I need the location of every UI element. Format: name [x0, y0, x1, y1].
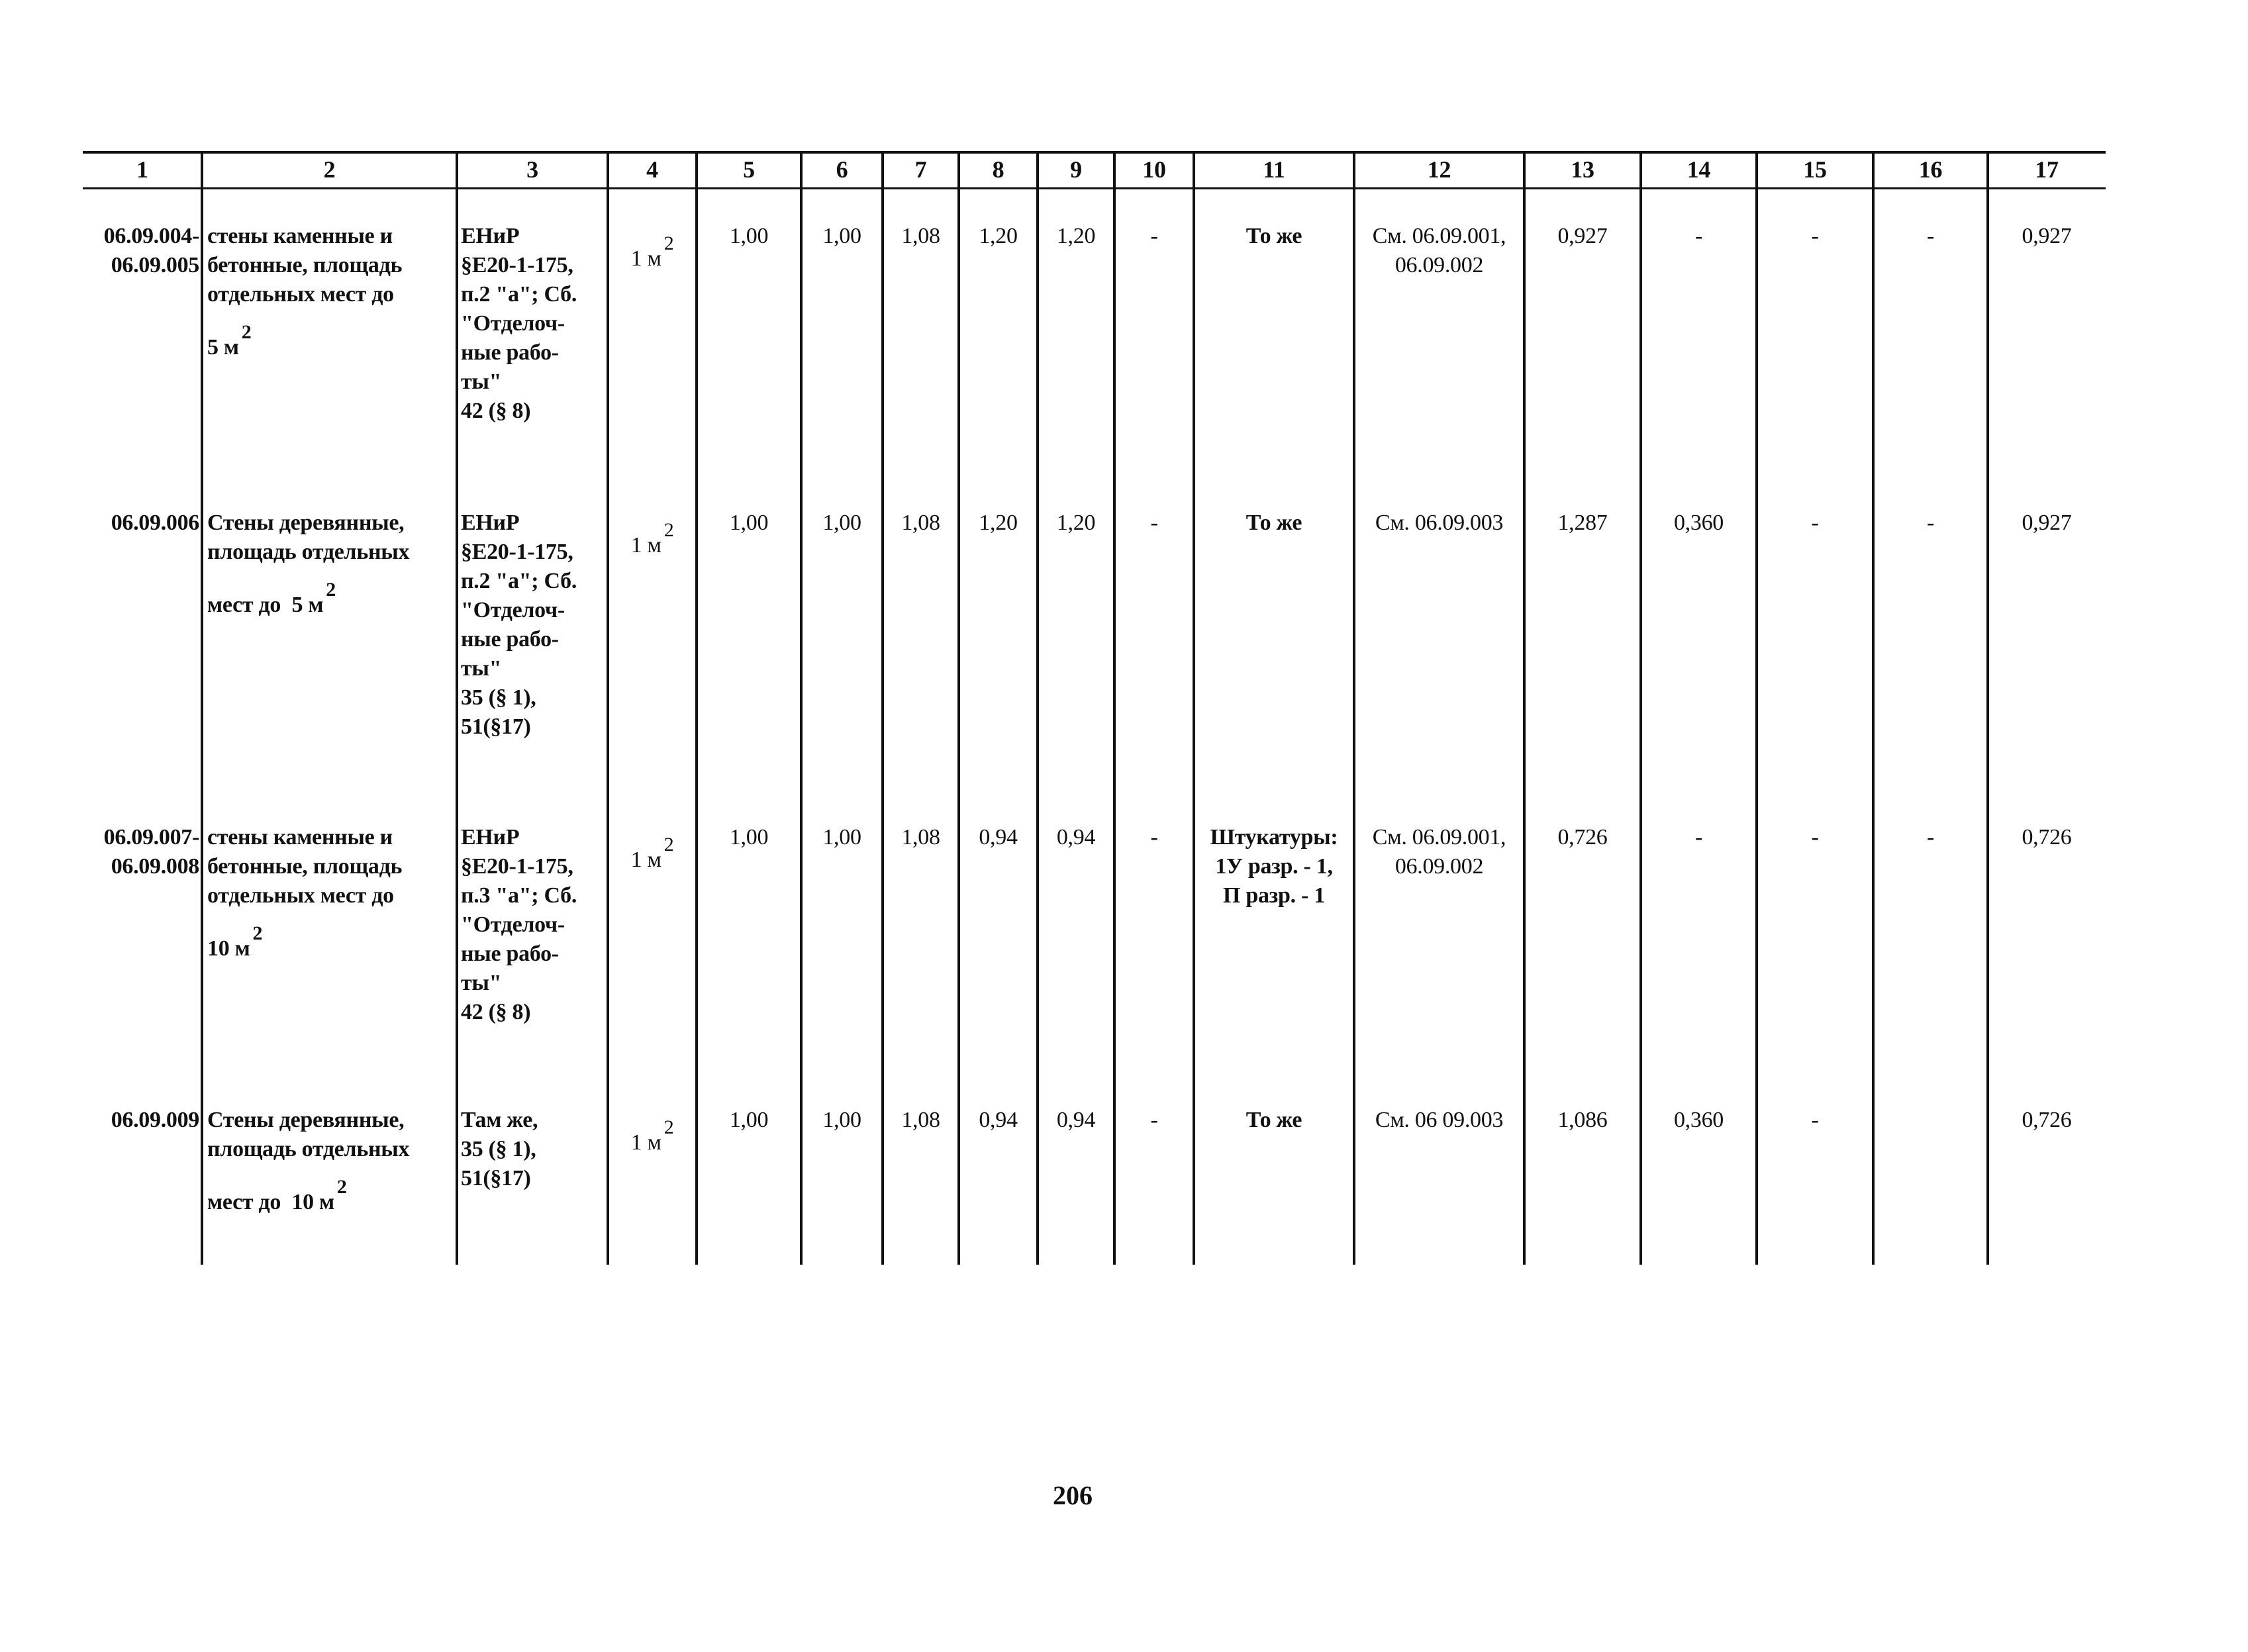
- row-unit-exponent: 2: [663, 1116, 674, 1138]
- column-divider: [1639, 151, 1642, 1265]
- header-cell-4: 4: [646, 156, 658, 183]
- row-coef-10: -: [1150, 1108, 1158, 1132]
- header-cell-14: 14: [1686, 156, 1711, 183]
- header-cell-16: 16: [1918, 156, 1943, 183]
- row-name: Стены деревянные, площадь отдельных: [207, 1108, 410, 1161]
- row-unit: [608, 834, 697, 875]
- row-workers: То же: [1246, 510, 1302, 535]
- row-coef-8: 1,20: [979, 224, 1018, 248]
- column-divider: [1755, 151, 1758, 1265]
- row-coef-10: -: [1150, 510, 1158, 535]
- row-value-16: -: [1926, 510, 1935, 535]
- column-divider: [456, 151, 458, 1265]
- row-name-area: [207, 1176, 456, 1218]
- row-value-17: 0,726: [2022, 1108, 2072, 1132]
- row-coef-5: 1,00: [729, 1108, 769, 1132]
- row-coef-10: -: [1150, 825, 1158, 850]
- header-cell-12: 12: [1427, 156, 1451, 183]
- row-value-13: 0,726: [1557, 825, 1608, 850]
- row-code: 06.09.004- 06.09.005: [103, 224, 199, 277]
- table-top-rule: [83, 151, 2106, 154]
- row-value-16: -: [1926, 825, 1935, 850]
- column-divider: [800, 151, 803, 1265]
- row-workers: То же: [1246, 224, 1302, 248]
- row-value-13: 1,086: [1557, 1108, 1608, 1132]
- row-coef-5: 1,00: [729, 825, 769, 850]
- header-cell-8: 8: [992, 156, 1004, 183]
- column-divider: [1353, 151, 1355, 1265]
- row-name-area-text: мест до 5 м: [207, 593, 324, 617]
- header-cell-9: 9: [1070, 156, 1082, 183]
- row-code: 06.09.006: [111, 510, 199, 535]
- row-code: 06.09.007- 06.09.008: [103, 825, 199, 879]
- row-coef-7: 1,08: [901, 825, 940, 850]
- row-name-area-text: мест до 10 м: [207, 1190, 334, 1214]
- row-unit-text: 1 м: [630, 848, 661, 872]
- row-unit-text: 1 м: [630, 1130, 661, 1155]
- column-divider: [957, 151, 960, 1265]
- row-value-14: 0,360: [1673, 510, 1724, 535]
- row-reference: ЕНиР §Е20-1-175, п.2 "а"; Сб. "Отделоч- ные рабо- ты" 42 (§ 8): [461, 224, 577, 423]
- header-bottom-rule: [83, 187, 2106, 189]
- column-divider: [607, 151, 609, 1265]
- row-see-also: См. 06 09.003: [1375, 1108, 1504, 1132]
- row-name-area: [207, 579, 456, 620]
- row-workers: То же: [1246, 1108, 1302, 1132]
- row-name: стены каменные и бетонные, площадь отдельных мест до: [207, 224, 403, 307]
- row-value-17: 0,726: [2022, 825, 2072, 850]
- row-coef-6: 1,00: [822, 224, 861, 248]
- header-cell-5: 5: [743, 156, 755, 183]
- header-cell-11: 11: [1263, 156, 1285, 183]
- header-cell-6: 6: [836, 156, 848, 183]
- row-coef-8: 1,20: [979, 510, 1018, 535]
- row-value-15: -: [1811, 510, 1819, 535]
- row-workers: Штукатуры: 1У разр. - 1, П разр. - 1: [1210, 825, 1338, 908]
- row-coef-6: 1,00: [822, 825, 861, 850]
- row-name-area-exponent: 2: [241, 321, 252, 343]
- column-divider: [1113, 151, 1116, 1265]
- row-coef-9: 0,94: [1056, 825, 1096, 850]
- row-name: Стены деревянные, площадь отдельных: [207, 510, 410, 564]
- column-divider: [1193, 151, 1195, 1265]
- row-value-15: -: [1811, 825, 1819, 850]
- row-coef-7: 1,08: [901, 224, 940, 248]
- header-cell-15: 15: [1803, 156, 1827, 183]
- row-unit-exponent: 2: [663, 834, 674, 855]
- column-divider: [881, 151, 884, 1265]
- row-unit-text: 1 м: [630, 246, 661, 271]
- row-coef-6: 1,00: [822, 510, 861, 535]
- row-name-area-exponent: 2: [336, 1176, 347, 1198]
- row-value-17: 0,927: [2022, 224, 2072, 248]
- row-reference: ЕНиР §Е20-1-175, п.2 "а"; Сб. "Отделоч- ные рабо- ты" 35 (§ 1), 51(§17): [461, 510, 577, 739]
- column-divider: [1872, 151, 1875, 1265]
- row-name-area-exponent: 2: [252, 922, 263, 944]
- row-value-14: 0,360: [1673, 1108, 1724, 1132]
- row-reference: Там же, 35 (§ 1), 51(§17): [461, 1108, 538, 1190]
- row-name: стены каменные и бетонные, площадь отдельных мест до: [207, 825, 403, 908]
- row-unit-exponent: 2: [663, 519, 674, 541]
- column-divider: [1036, 151, 1039, 1265]
- row-value-14: -: [1694, 224, 1703, 248]
- column-divider: [1986, 151, 1989, 1265]
- row-name-area-text: 5 м: [207, 335, 239, 360]
- row-coef-10: -: [1150, 224, 1158, 248]
- row-name-area-exponent: 2: [326, 579, 336, 601]
- row-name-area-text: 10 м: [207, 936, 250, 961]
- header-cell-2: 2: [323, 156, 336, 183]
- row-coef-5: 1,00: [729, 224, 769, 248]
- row-coef-9: 0,94: [1056, 1108, 1096, 1132]
- row-coef-8: 0,94: [979, 825, 1018, 850]
- row-unit-text: 1 м: [630, 533, 661, 558]
- column-divider: [695, 151, 698, 1265]
- header-cell-17: 17: [2035, 156, 2059, 183]
- column-divider: [1523, 151, 1526, 1265]
- row-coef-7: 1,08: [901, 1108, 940, 1132]
- row-reference: ЕНиР §Е20-1-175, п.3 "а"; Сб. "Отделоч- ные рабо- ты" 42 (§ 8): [461, 825, 577, 1024]
- row-see-also: См. 06.09.001, 06.09.002: [1372, 825, 1506, 879]
- header-cell-1: 1: [136, 156, 148, 183]
- header-cell-7: 7: [914, 156, 927, 183]
- row-value-16: -: [1926, 224, 1935, 248]
- row-code: 06.09.009: [111, 1108, 199, 1132]
- row-value-13: 1,287: [1557, 510, 1608, 535]
- row-coef-7: 1,08: [901, 510, 940, 535]
- row-value-14: -: [1694, 825, 1703, 850]
- row-value-15: -: [1811, 1108, 1819, 1132]
- row-value-17: 0,927: [2022, 510, 2072, 535]
- row-unit-exponent: 2: [663, 232, 674, 254]
- row-coef-9: 1,20: [1056, 224, 1096, 248]
- row-coef-8: 0,94: [979, 1108, 1018, 1132]
- row-coef-6: 1,00: [822, 1108, 861, 1132]
- row-unit: [608, 519, 697, 561]
- row-name-area: [207, 321, 456, 363]
- row-unit: [608, 1116, 697, 1158]
- row-unit: [608, 232, 697, 274]
- header-cell-10: 10: [1142, 156, 1166, 183]
- header-cell-3: 3: [526, 156, 538, 183]
- row-value-15: -: [1811, 224, 1819, 248]
- column-divider: [201, 151, 203, 1265]
- row-value-13: 0,927: [1557, 224, 1608, 248]
- row-coef-5: 1,00: [729, 510, 769, 535]
- page-number: 206: [1053, 1481, 1093, 1510]
- row-coef-9: 1,20: [1056, 510, 1096, 535]
- row-see-also: См. 06.09.001, 06.09.002: [1372, 224, 1506, 277]
- row-name-area: [207, 922, 456, 964]
- header-cell-13: 13: [1571, 156, 1594, 183]
- row-see-also: См. 06.09.003: [1375, 510, 1504, 535]
